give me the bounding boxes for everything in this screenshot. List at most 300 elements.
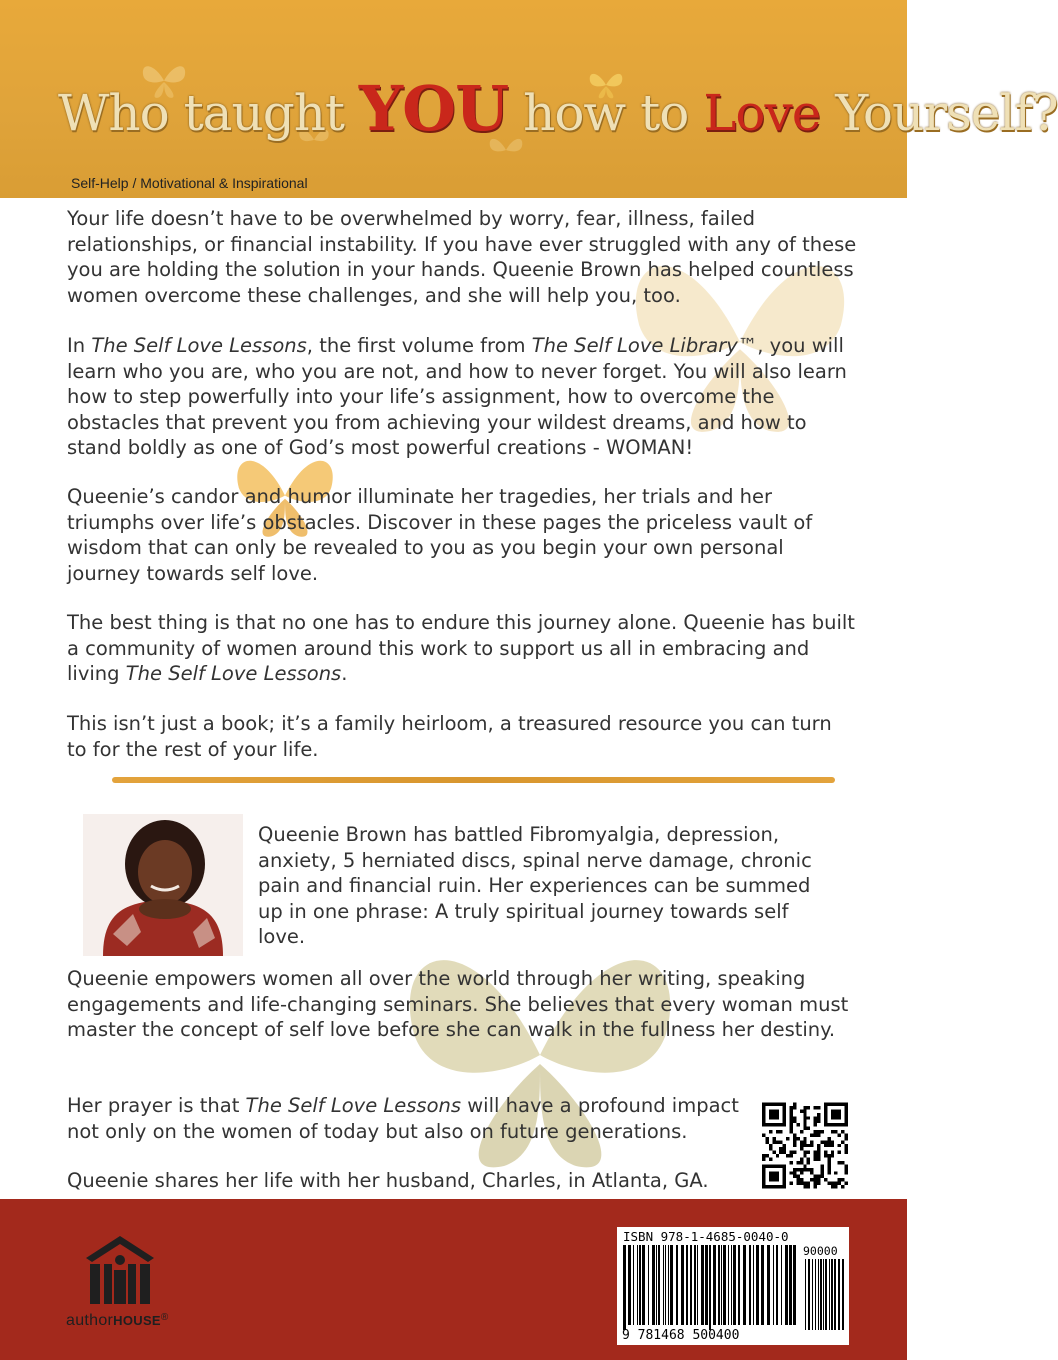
- qr-module: [762, 1168, 765, 1171]
- description-paragraph-2: [67, 333, 857, 461]
- barcode-bar: [623, 1245, 626, 1330]
- qr-module: [827, 1140, 830, 1143]
- qr-module: [783, 1113, 786, 1116]
- qr-module: [845, 1182, 848, 1185]
- barcode-bar: [663, 1245, 664, 1325]
- qr-module: [800, 1147, 803, 1150]
- qr-module: [772, 1171, 775, 1174]
- qr-module: [831, 1185, 834, 1188]
- barcode-bar: [731, 1245, 732, 1325]
- barcode-bar: [694, 1245, 696, 1325]
- qr-module: [772, 1123, 775, 1126]
- qr-module: [762, 1113, 765, 1116]
- qr-module: [845, 1109, 848, 1112]
- qr-module: [783, 1151, 786, 1154]
- publisher-name-part: HOUSE: [113, 1313, 161, 1328]
- barcode-bar: [705, 1245, 708, 1325]
- qr-module: [803, 1168, 806, 1171]
- qr-module: [762, 1158, 765, 1161]
- barcode-addon-bar: [812, 1259, 813, 1330]
- qr-module: [845, 1106, 848, 1109]
- barcode-addon-bar: [820, 1259, 822, 1330]
- qr-module: [803, 1144, 806, 1147]
- qr-module: [762, 1178, 765, 1181]
- barcode-bar: [723, 1245, 726, 1325]
- qr-module: [817, 1106, 820, 1109]
- qr-module: [776, 1178, 779, 1181]
- qr-module: [772, 1164, 775, 1167]
- qr-module: [765, 1154, 768, 1157]
- qr-module: [824, 1116, 827, 1119]
- qr-module: [765, 1140, 768, 1143]
- barcode-bar: [718, 1245, 720, 1325]
- qr-module: [838, 1133, 841, 1136]
- qr-module: [776, 1123, 779, 1126]
- qr-module: [814, 1182, 817, 1185]
- qr-module: [762, 1164, 765, 1167]
- qr-module: [790, 1127, 793, 1130]
- qr-module: [827, 1158, 830, 1161]
- qr-module: [845, 1116, 848, 1119]
- book-title: The Self Love Lessons: [125, 662, 342, 685]
- qr-module: [838, 1161, 841, 1164]
- qr-module: [817, 1158, 820, 1161]
- headline: [58, 72, 1058, 145]
- qr-module: [800, 1109, 803, 1112]
- qr-module: [762, 1123, 765, 1126]
- qr-module: [834, 1182, 837, 1185]
- qr-module: [786, 1137, 789, 1140]
- qr-module: [845, 1123, 848, 1126]
- qr-module: [807, 1127, 810, 1130]
- qr-module: [824, 1140, 827, 1143]
- barcode-bar: [749, 1245, 751, 1325]
- qr-module: [803, 1151, 806, 1154]
- qr-module: [845, 1147, 848, 1150]
- barcode-bar: [648, 1245, 649, 1325]
- category-label: Self-Help / Motivational & Inspirational: [71, 175, 308, 191]
- qr-module: [803, 1113, 806, 1116]
- qr-module: [834, 1130, 837, 1133]
- qr-module: [772, 1178, 775, 1181]
- publisher-name: [66, 1312, 169, 1330]
- qr-module: [831, 1103, 834, 1106]
- qr-module: [772, 1140, 775, 1143]
- qr-module: [762, 1171, 765, 1174]
- barcode-bar: [743, 1245, 746, 1325]
- qr-module: [827, 1161, 830, 1164]
- qr-module: [762, 1116, 765, 1119]
- qr-module: [769, 1178, 772, 1181]
- qr-module: [834, 1116, 837, 1119]
- barcode-addon-bar: [842, 1259, 844, 1330]
- qr-module: [762, 1182, 765, 1185]
- qr-module: [803, 1127, 806, 1130]
- barcode-addon-bar: [825, 1259, 827, 1330]
- barcode-bar: [665, 1245, 666, 1325]
- qr-module: [817, 1175, 820, 1178]
- qr-module: [790, 1123, 793, 1126]
- qr-module: [845, 1103, 848, 1106]
- qr-module: [772, 1109, 775, 1112]
- qr-module: [776, 1113, 779, 1116]
- qr-module: [769, 1164, 772, 1167]
- qr-module: [776, 1109, 779, 1112]
- price-code: 90000: [803, 1244, 838, 1258]
- author-bio-4: Queenie shares her life with her husband, Charles, in Atlanta, GA.: [67, 1169, 709, 1192]
- qr-module: [814, 1130, 817, 1133]
- barcode-bar: [656, 1245, 657, 1325]
- qr-module: [776, 1171, 779, 1174]
- qr-module: [783, 1120, 786, 1123]
- qr-module: [827, 1137, 830, 1140]
- qr-module: [769, 1130, 772, 1133]
- qr-module: [783, 1185, 786, 1188]
- barcode-bar: [713, 1245, 716, 1325]
- qr-module: [762, 1120, 765, 1123]
- qr-module: [807, 1185, 810, 1188]
- text-run: .: [341, 662, 348, 685]
- qr-module: [769, 1171, 772, 1174]
- qr-module: [838, 1116, 841, 1119]
- qr-module: [831, 1130, 834, 1133]
- qr-module: [772, 1185, 775, 1188]
- qr-module: [796, 1168, 799, 1171]
- qr-module: [834, 1109, 837, 1112]
- qr-module: [827, 1171, 830, 1174]
- barcode-addon-bar: [829, 1259, 830, 1330]
- qr-module: [803, 1106, 806, 1109]
- qr-module: [790, 1182, 793, 1185]
- qr-module: [793, 1137, 796, 1140]
- qr-module: [814, 1116, 817, 1119]
- qr-module: [820, 1164, 823, 1167]
- qr-module: [772, 1175, 775, 1178]
- description-paragraph-1: Your life doesn’t have to be overwhelmed by worry, fear, illness, failed relationships, or financial instability. If you have ever struggled with any of these you are holding the solution in your hands. Queenie Brown has helped countless women overcome these challenges, and she will help you, too.: [67, 207, 857, 307]
- qr-module: [827, 1123, 830, 1126]
- barcode-addon-bar: [818, 1259, 819, 1330]
- registered-mark: ®: [160, 1312, 169, 1323]
- qr-module: [800, 1182, 803, 1185]
- qr-module: [845, 1120, 848, 1123]
- qr-module: [817, 1120, 820, 1123]
- qr-module: [783, 1182, 786, 1185]
- barcode-bar: [793, 1245, 796, 1325]
- qr-module: [807, 1144, 810, 1147]
- qr-module: [790, 1151, 793, 1154]
- qr-module: [793, 1133, 796, 1136]
- publisher-name-part: author: [66, 1312, 114, 1329]
- description-paragraph-4: [67, 610, 857, 687]
- headline-you: YOU: [358, 72, 509, 145]
- qr-module: [783, 1147, 786, 1150]
- qr-module: [796, 1123, 799, 1126]
- barcode: [617, 1227, 849, 1345]
- qr-module: [817, 1147, 820, 1150]
- header-band: [0, 0, 1058, 198]
- qr-module: [824, 1144, 827, 1147]
- barcode-bar: [658, 1245, 660, 1325]
- qr-module: [831, 1116, 834, 1119]
- qr-module: [779, 1151, 782, 1154]
- barcode-bar: [676, 1245, 678, 1325]
- qr-module: [817, 1144, 820, 1147]
- text-run: In: [67, 334, 92, 357]
- qr-module: [807, 1158, 810, 1161]
- qr-module: [838, 1182, 841, 1185]
- qr-module: [810, 1133, 813, 1136]
- qr-module: [827, 1103, 830, 1106]
- qr-module: [807, 1182, 810, 1185]
- barcode-bar: [642, 1245, 645, 1325]
- publisher-logo-icon: [82, 1232, 158, 1306]
- barcode-bar: [668, 1245, 669, 1325]
- qr-module: [772, 1137, 775, 1140]
- qr-module: [762, 1109, 765, 1112]
- qr-module: [831, 1113, 834, 1116]
- qr-module: [845, 1168, 848, 1171]
- qr-module: [841, 1178, 844, 1181]
- qr-module: [793, 1140, 796, 1143]
- qr-module: [796, 1182, 799, 1185]
- qr-module: [769, 1103, 772, 1106]
- qr-module: [824, 1123, 827, 1126]
- qr-module: [810, 1144, 813, 1147]
- qr-module: [827, 1164, 830, 1167]
- qr-module: [779, 1147, 782, 1150]
- text-run: , you will learn who you are, who you are not, and how to never forget. You will also learn how to step powerfully into your life’s assignment, how to overcome the obstacles that prevent you from achieving your wildest dreams, and how to stand boldly as one of God’s most powerful creations - WOMAN!: [67, 334, 847, 459]
- barcode-addon-bar: [823, 1259, 824, 1330]
- qr-module: [827, 1154, 830, 1157]
- qr-module: [769, 1158, 772, 1161]
- qr-module: [841, 1185, 844, 1188]
- qr-module: [817, 1178, 820, 1181]
- qr-module: [810, 1178, 813, 1181]
- qr-module: [824, 1106, 827, 1109]
- qr-module: [790, 1106, 793, 1109]
- qr-module: [820, 1130, 823, 1133]
- barcode-bar: [733, 1245, 736, 1325]
- qr-module: [776, 1154, 779, 1157]
- qr-module: [762, 1175, 765, 1178]
- qr-module: [814, 1154, 817, 1157]
- barcode-bar: [701, 1245, 704, 1325]
- qr-module: [779, 1130, 782, 1133]
- qr-module: [831, 1154, 834, 1157]
- qr-module: [841, 1140, 844, 1143]
- qr-module: [803, 1120, 806, 1123]
- barcode-bar: [697, 1245, 698, 1325]
- qr-module: [769, 1144, 772, 1147]
- qr-code[interactable]: [762, 1100, 848, 1191]
- qr-module: [793, 1175, 796, 1178]
- qr-module: [762, 1185, 765, 1188]
- qr-module: [820, 1140, 823, 1143]
- headline-part: Who taught: [58, 84, 359, 142]
- qr-module: [769, 1185, 772, 1188]
- qr-module: [807, 1168, 810, 1171]
- qr-module: [824, 1151, 827, 1154]
- author-bio-3: [67, 1093, 757, 1144]
- barcode-bar: [721, 1245, 722, 1325]
- isbn-number: ISBN 978-1-4685-0040-0: [623, 1229, 789, 1244]
- barcode-bar: [738, 1245, 740, 1325]
- qr-module: [814, 1133, 817, 1136]
- text-run: will have a profound impact not only on the women of today but also on future generations.: [67, 1094, 739, 1143]
- qr-module: [790, 1154, 793, 1157]
- section-divider: [112, 777, 835, 783]
- qr-module: [827, 1182, 830, 1185]
- qr-module: [831, 1144, 834, 1147]
- qr-module: [827, 1168, 830, 1171]
- qr-module: [765, 1185, 768, 1188]
- qr-module: [786, 1154, 789, 1157]
- qr-module: [803, 1137, 806, 1140]
- qr-module: [824, 1178, 827, 1181]
- qr-module: [769, 1116, 772, 1119]
- qr-module: [779, 1123, 782, 1126]
- qr-module: [831, 1151, 834, 1154]
- qr-module: [783, 1103, 786, 1106]
- qr-module: [803, 1123, 806, 1126]
- description-paragraph-3: Queenie’s candor and humor illuminate her tragedies, her trials and her triumphs over life’s obstacles. Discover in these pages the priceless vault of wisdom that can only be revealed to you as you begin your own personal journey towards self love.: [67, 485, 813, 585]
- qr-module: [814, 1185, 817, 1188]
- qr-module: [769, 1175, 772, 1178]
- qr-module: [762, 1106, 765, 1109]
- qr-module: [800, 1140, 803, 1143]
- qr-module: [841, 1161, 844, 1164]
- qr-module: [772, 1103, 775, 1106]
- qr-module: [779, 1185, 782, 1188]
- barcode-bar: [753, 1245, 754, 1325]
- qr-module: [800, 1130, 803, 1133]
- qr-module: [820, 1171, 823, 1174]
- qr-module: [834, 1103, 837, 1106]
- qr-module: [762, 1154, 765, 1157]
- qr-module: [817, 1182, 820, 1185]
- qr-module: [793, 1168, 796, 1171]
- qr-module: [814, 1106, 817, 1109]
- qr-module: [783, 1106, 786, 1109]
- qr-module: [845, 1144, 848, 1147]
- qr-module: [783, 1175, 786, 1178]
- qr-module: [776, 1116, 779, 1119]
- qr-module: [803, 1164, 806, 1167]
- qr-module: [776, 1140, 779, 1143]
- qr-module: [793, 1106, 796, 1109]
- barcode-bar: [728, 1245, 729, 1325]
- qr-module: [824, 1120, 827, 1123]
- qr-module: [796, 1137, 799, 1140]
- qr-module: [845, 1171, 848, 1174]
- qr-module: [765, 1123, 768, 1126]
- qr-module: [762, 1133, 765, 1136]
- barcode-bar: [681, 1245, 684, 1325]
- qr-module: [807, 1161, 810, 1164]
- qr-module: [810, 1140, 813, 1143]
- qr-module: [793, 1151, 796, 1154]
- qr-module: [841, 1123, 844, 1126]
- qr-module: [817, 1154, 820, 1157]
- barcode-addon-bar: [838, 1259, 840, 1330]
- author-bio-1: Queenie Brown has battled Fibromyalgia, depression, anxiety, 5 herniated discs, spinal nerve damage, chronic pain and financial ruin. Her experiences can be summed up in one phrase: A truly spiritual journey towards self love.: [258, 823, 812, 948]
- qr-module: [817, 1116, 820, 1119]
- barcode-bar: [628, 1245, 631, 1325]
- qr-module: [834, 1171, 837, 1174]
- qr-module: [824, 1113, 827, 1116]
- qr-module: [817, 1133, 820, 1136]
- qr-module: [845, 1113, 848, 1116]
- qr-module: [779, 1140, 782, 1143]
- qr-module: [834, 1123, 837, 1126]
- qr-module: [838, 1178, 841, 1181]
- qr-module: [793, 1171, 796, 1174]
- qr-module: [800, 1161, 803, 1164]
- qr-module: [765, 1103, 768, 1106]
- qr-module: [817, 1130, 820, 1133]
- qr-module: [803, 1185, 806, 1188]
- qr-module: [845, 1164, 848, 1167]
- qr-module: [814, 1123, 817, 1126]
- qr-module: [803, 1116, 806, 1119]
- qr-module: [807, 1116, 810, 1119]
- qr-module: [810, 1171, 813, 1174]
- qr-module: [769, 1113, 772, 1116]
- barcode-addon-bar: [815, 1259, 816, 1330]
- barcode-bar: [709, 1245, 711, 1330]
- qr-module: [793, 1116, 796, 1119]
- qr-module: [779, 1164, 782, 1167]
- qr-module: [824, 1109, 827, 1112]
- qr-module: [834, 1185, 837, 1188]
- qr-module: [841, 1103, 844, 1106]
- barcode-bar: [781, 1245, 782, 1325]
- qr-module: [790, 1113, 793, 1116]
- qr-module: [790, 1171, 793, 1174]
- qr-module: [765, 1137, 768, 1140]
- qr-module: [838, 1109, 841, 1112]
- qr-module: [845, 1133, 848, 1136]
- qr-module: [769, 1147, 772, 1150]
- barcode-bar: [789, 1245, 792, 1325]
- qr-module: [790, 1130, 793, 1133]
- description-paragraph-5: This isn’t just a book; it’s a family heirloom, a treasured resource you can turn to for the rest of your life.: [67, 712, 832, 761]
- qr-module: [796, 1178, 799, 1181]
- qr-module: [803, 1182, 806, 1185]
- qr-module: [841, 1130, 844, 1133]
- qr-module: [783, 1171, 786, 1174]
- barcode-addon-bar: [834, 1259, 836, 1330]
- qr-module: [814, 1178, 817, 1181]
- qr-module: [783, 1109, 786, 1112]
- qr-module: [793, 1120, 796, 1123]
- qr-module: [790, 1120, 793, 1123]
- barcode-bar: [637, 1245, 638, 1325]
- ean-digits: 9 781468 500400: [622, 1328, 740, 1343]
- barcode-bar: [767, 1245, 770, 1325]
- qr-module: [790, 1109, 793, 1112]
- headline-part: how to: [508, 84, 704, 142]
- qr-module: [783, 1168, 786, 1171]
- text-run: The best thing is that no one has to endure this journey alone. Queenie has built a community of women around this work to support us all in embracing and living: [67, 611, 855, 685]
- qr-module: [814, 1151, 817, 1154]
- text-run: Her prayer is that: [67, 1094, 246, 1117]
- qr-module: [800, 1158, 803, 1161]
- qr-module: [783, 1164, 786, 1167]
- qr-module: [831, 1140, 834, 1143]
- library-title: The Self Love Library™: [531, 334, 758, 357]
- qr-module: [800, 1178, 803, 1181]
